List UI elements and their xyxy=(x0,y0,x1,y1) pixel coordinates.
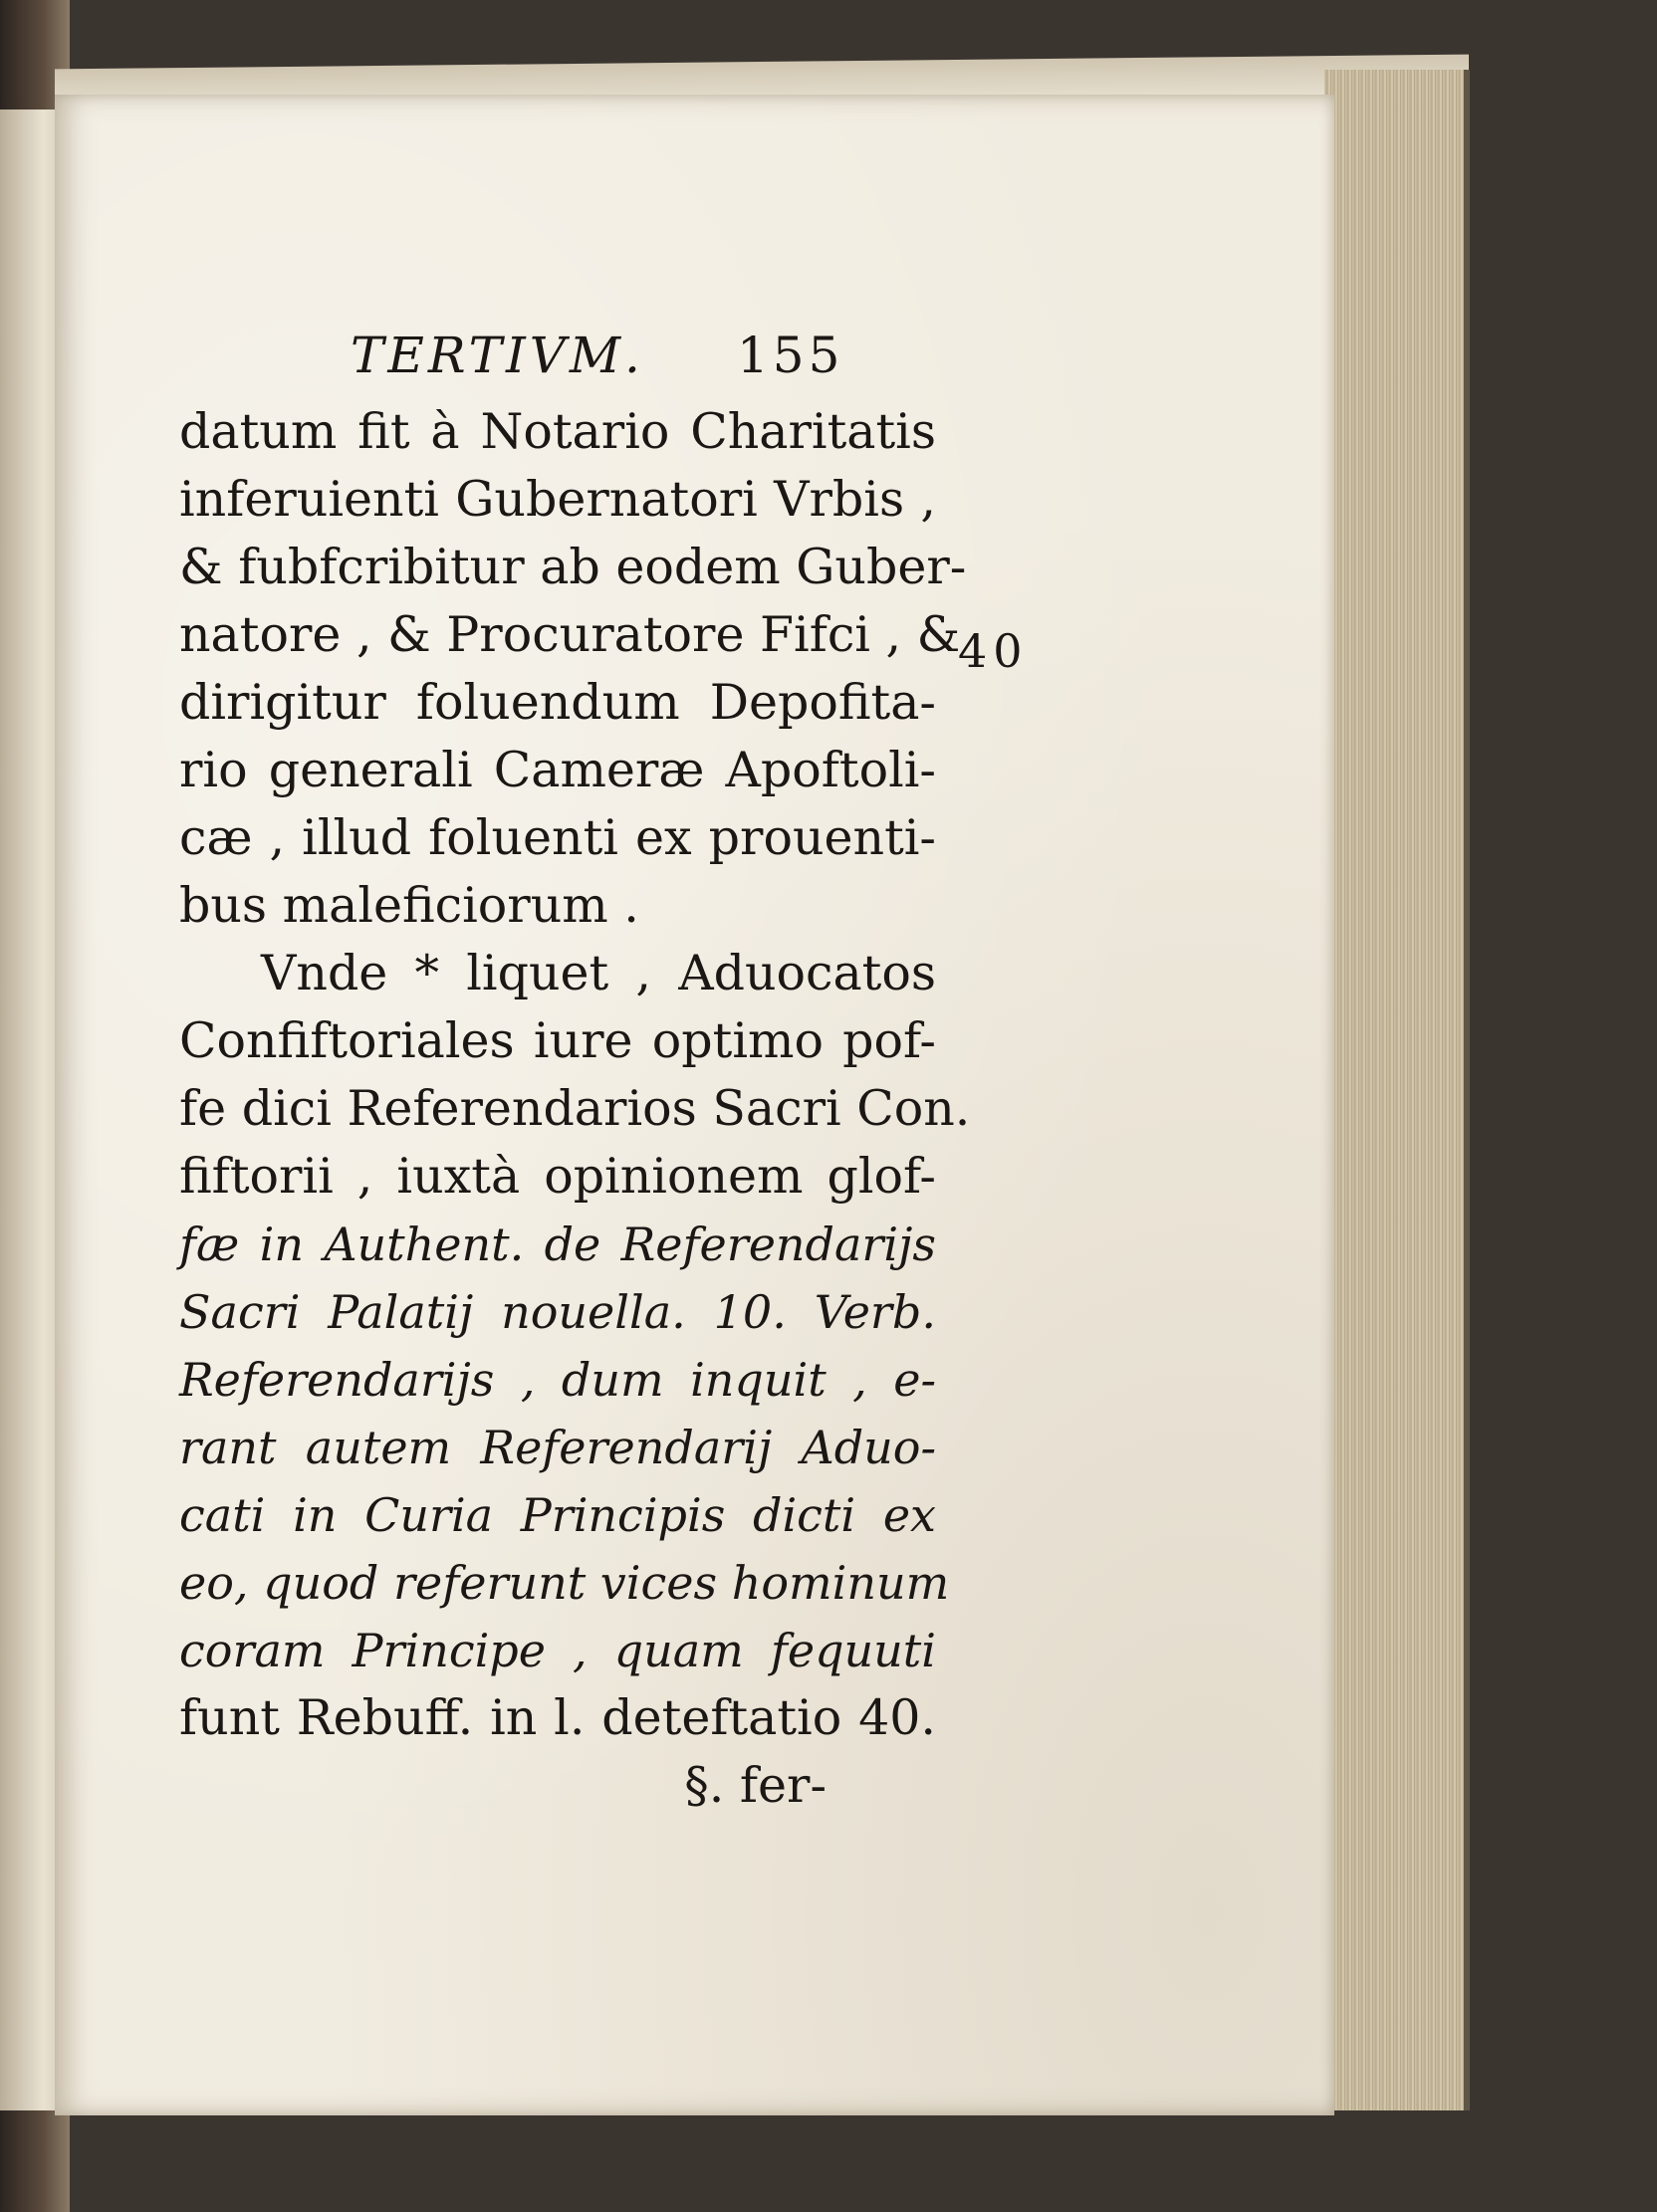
catchword: §. fer- xyxy=(684,1757,827,1814)
text-line: Referendarijs , dum inquit , e- xyxy=(179,1353,936,1407)
text-line: funt Rebuff. in l. deteftatio 40. xyxy=(179,1689,936,1746)
left-page-edge xyxy=(0,110,62,2110)
text-line: bus maleficiorum . xyxy=(179,877,639,934)
text-line: Confiftoriales iure optimo pof- xyxy=(179,1012,936,1069)
page-header xyxy=(179,319,936,398)
text-line: cæ , illud foluenti ex prouenti- xyxy=(179,809,936,866)
text-line: fæ in Authent. de Referendarijs xyxy=(179,1217,936,1271)
text-line: Vnde * liquet , Aduocatos xyxy=(261,945,936,1001)
text-line: rant autem Referendarij Aduo- xyxy=(179,1421,936,1474)
text-line: eo, quod referunt vices hominum xyxy=(179,1556,950,1610)
text-line: dirigitur foluendum Depofita- xyxy=(179,674,936,731)
text-line: rio generali Cameræ Apoftoli- xyxy=(179,742,936,798)
text-line: cati in Curia Principis dicti ex xyxy=(179,1488,936,1542)
running-title: TERTIVM. xyxy=(351,327,644,384)
text-line: datum fit à Notario Charitatis xyxy=(179,403,936,460)
text-line: & fubfcribitur ab eodem Guber- xyxy=(179,539,967,595)
text-line: fiftorii , iuxtà opinionem glof- xyxy=(179,1148,936,1205)
text-line: fe dici Referendarios Sacri Con. xyxy=(179,1080,971,1137)
text-line: coram Principe , quam fequuti xyxy=(179,1624,936,1677)
text-line: inferuienti Gubernatori Vrbis , xyxy=(179,471,936,528)
page-fore-edge xyxy=(1324,70,1470,2110)
text-line: Sacri Palatij nouella. 10. Verb. xyxy=(179,1285,936,1339)
text-line: natore , & Procuratore Fifci , & xyxy=(179,606,961,663)
text-block xyxy=(179,319,971,1820)
page-number: 155 xyxy=(737,327,844,384)
margin-note: 40 xyxy=(958,624,1029,678)
